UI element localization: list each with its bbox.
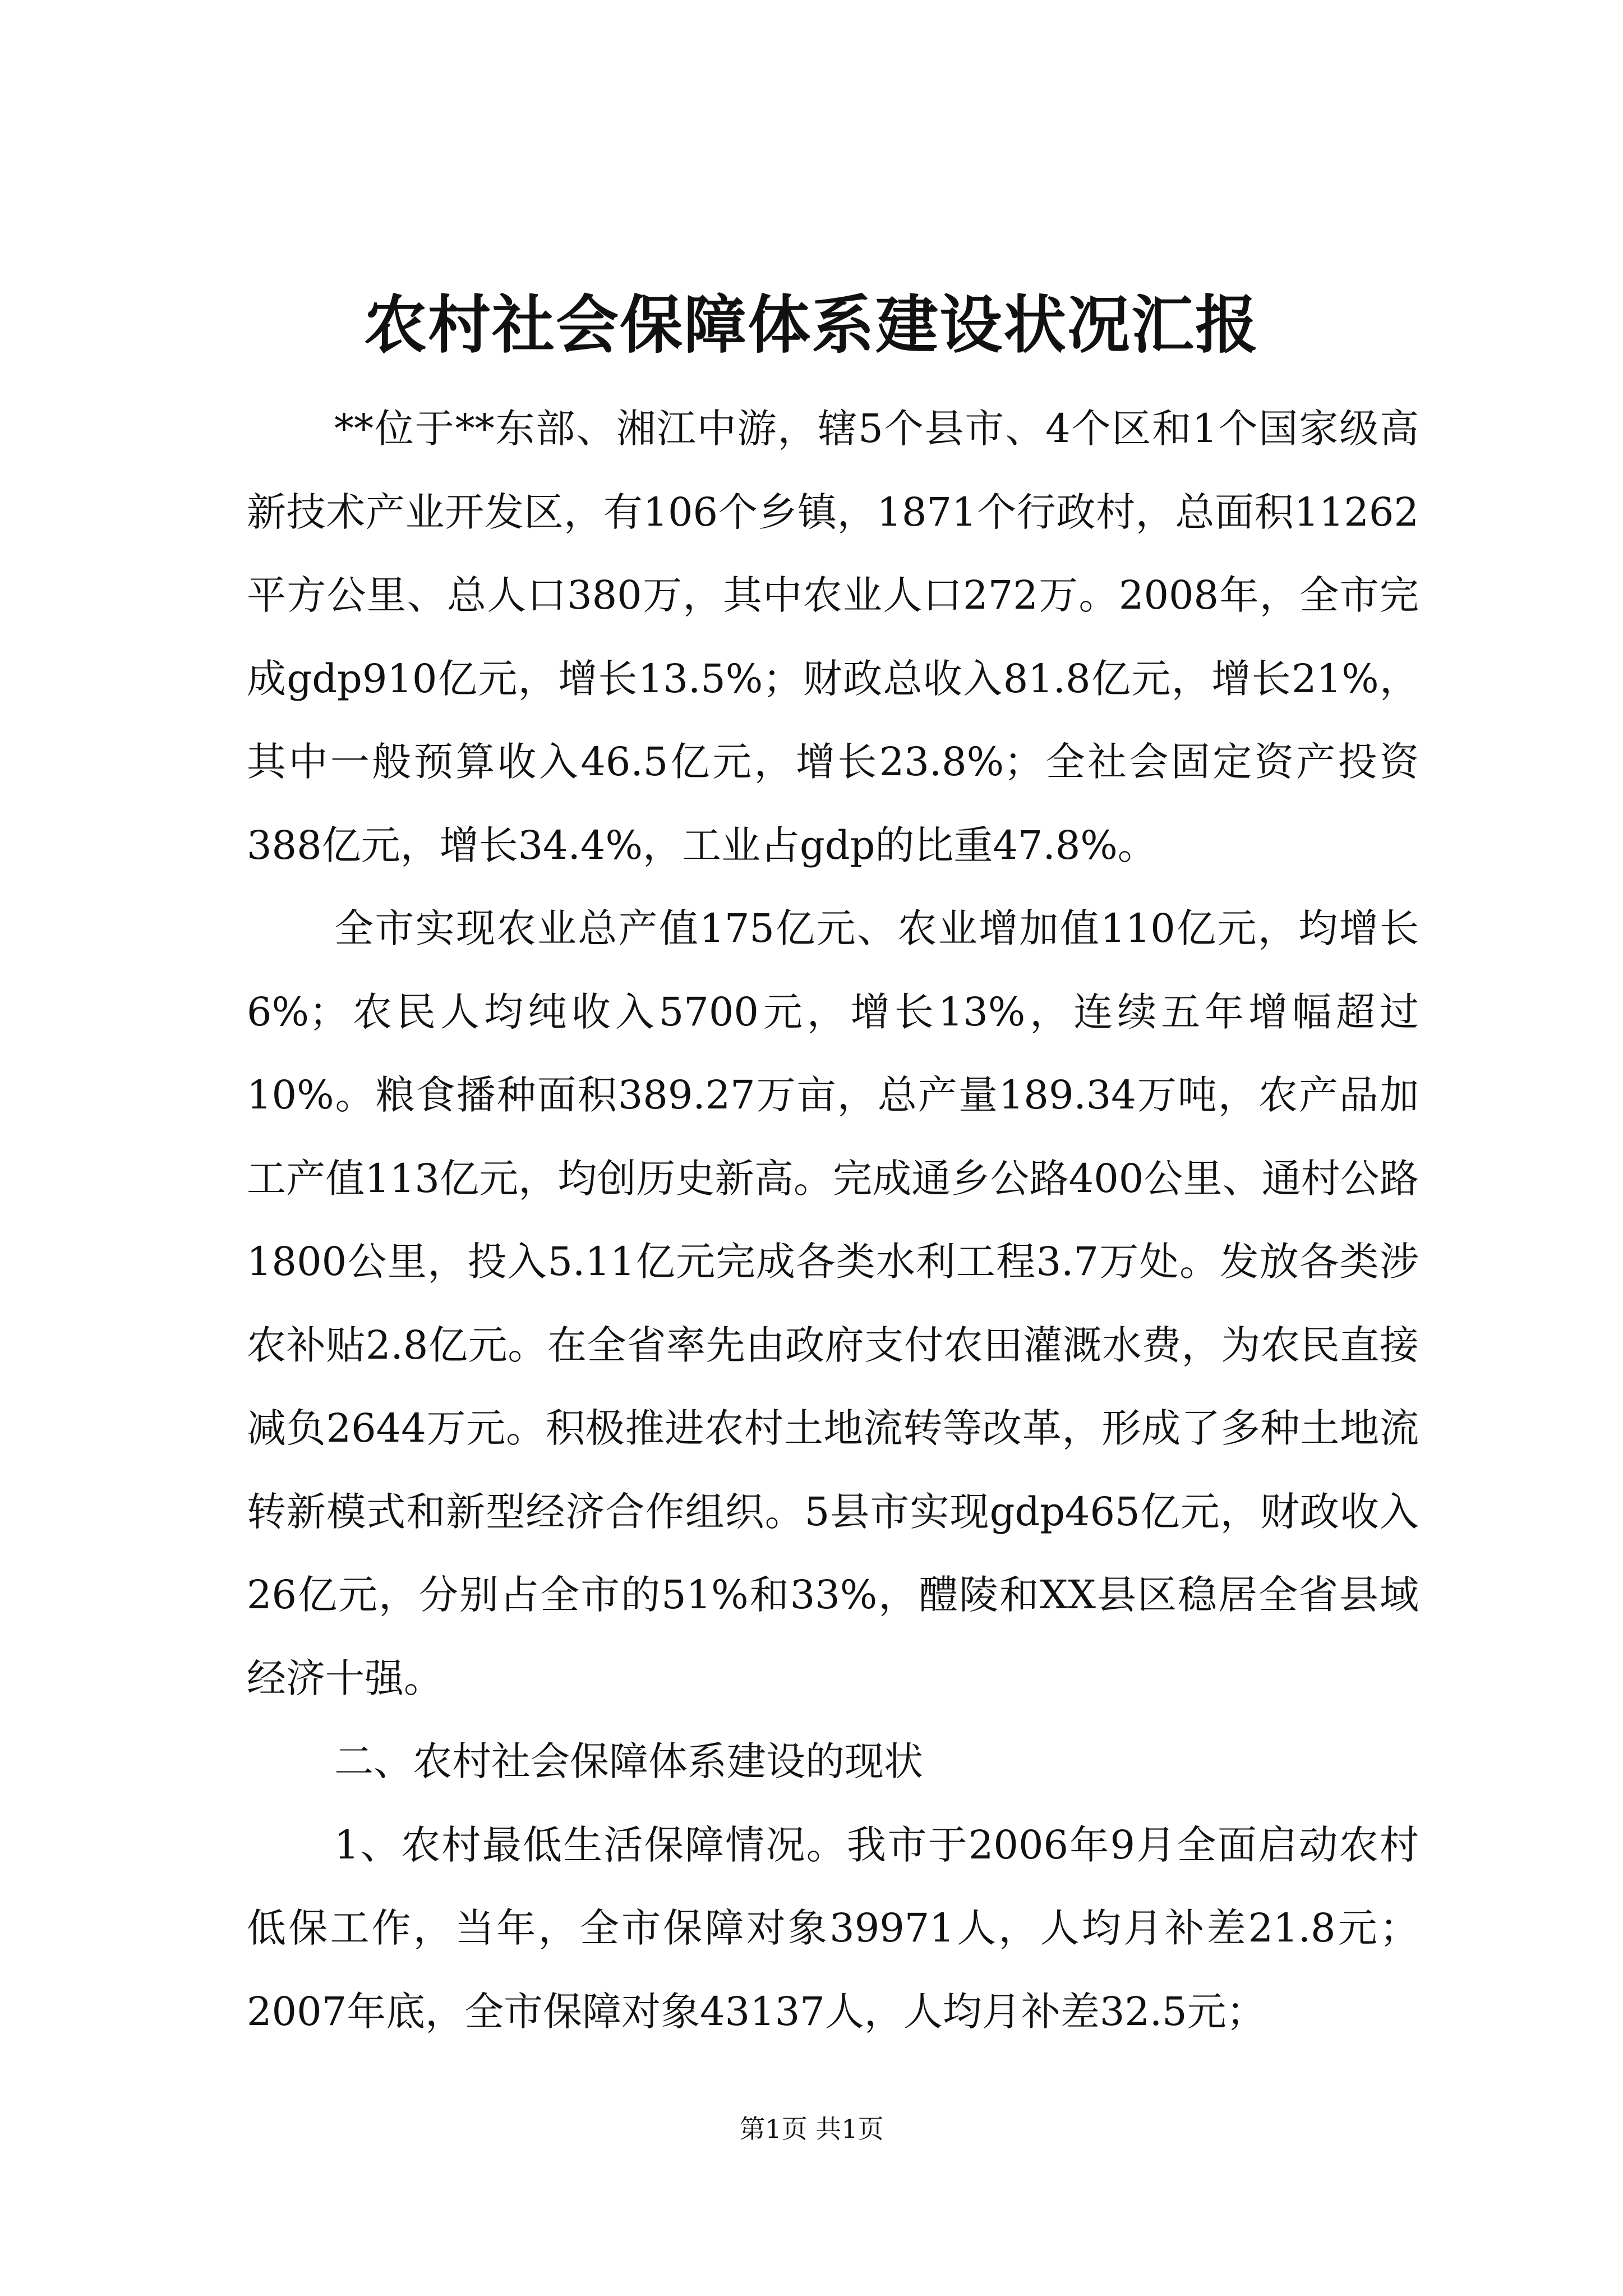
- paragraph-agriculture: 全市实现农业总产值175亿元、农业增加值110亿元，均增长6%；农民人均纯收入5700元，增长13%，连续五年增幅超过10%。粮食播种面积389.27万亩，总产量189.34万吨，农产品加工产值113亿元，均创历史新高。完成通乡公路400公里、通村公路1800公里，投入5.11亿元完成各类水利工程3.7万处。发放各类涉农补贴2.8亿元。在全省率先由政府支付农田灌溉水费，为农民直接减负2644万元。积极推进农村土地流转等改革，形成了多种土地流转新模式和新型经济合作组织。5县市实现gdp465亿元，财政收入26亿元，分别占全市的51%和33%，醴陵和XX县区稳居全省县域经济十强。: [247, 905, 1419, 1701]
- paragraph-minimum-living-security: 1、农村最低生活保障情况。我市于2006年9月全面启动农村低保工作，当年，全市保障对象39971人，人均月补差21.8元；2007年底，全市保障对象43137人，人均月补差32.5元；: [247, 1821, 1419, 2035]
- document-body: [247, 387, 1419, 2053]
- page-footer: 第1页 共1页: [739, 2114, 884, 2144]
- section-heading: 二、农村社会保障体系建设的现状: [334, 1738, 923, 1784]
- paragraph-overview: **位于**东部、湘江中游，辖5个县市、4个区和1个国家级高新技术产业开发区，有106个乡镇，1871个行政村，总面积11262平方公里、总人口380万，其中农业人口272万。2008年，全市完成gdp910亿元，增长13.5%；财政总收入81.8亿元，增长21%，其中一般预算收入46.5亿元，增长23.8%；全社会固定资产投资388亿元，增长34.4%，工业占gdp的比重47.8%。: [247, 406, 1419, 868]
- document-title: 农村社会保障体系建设状况汇报: [364, 288, 1259, 362]
